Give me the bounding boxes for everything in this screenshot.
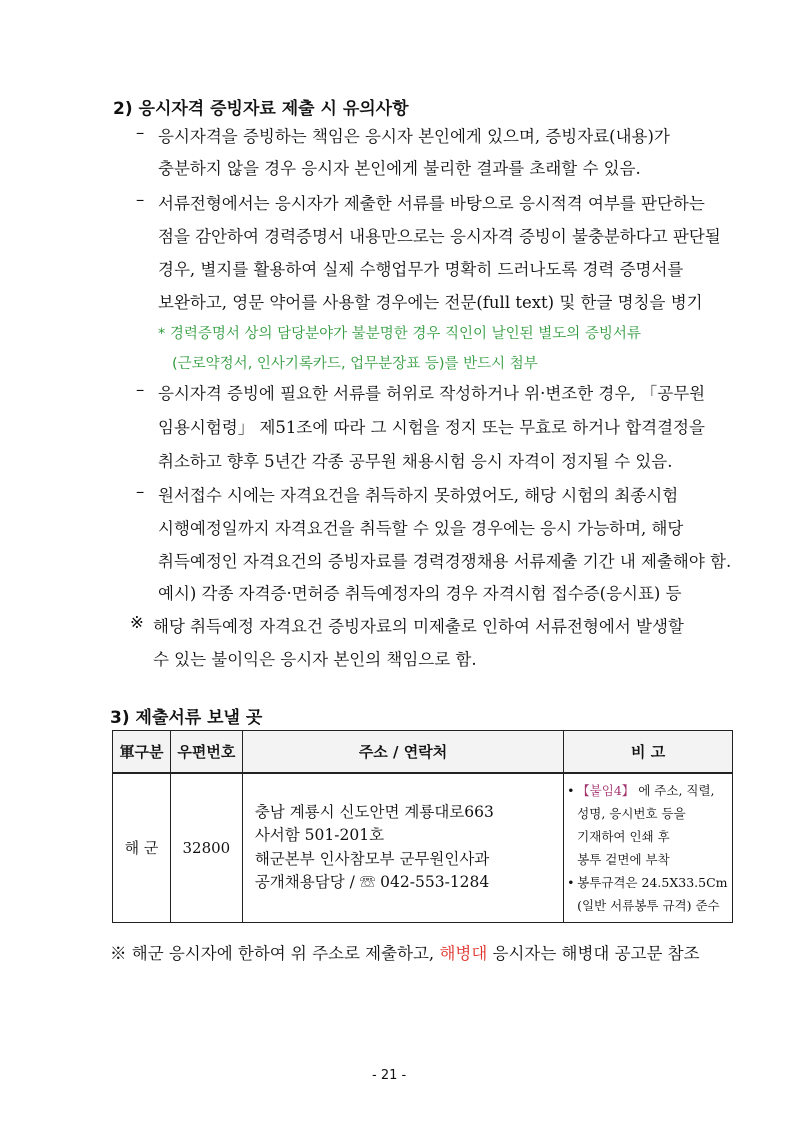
address-line-4: 공개채용담당 / ☏ 042-553-1284 xyxy=(254,873,490,892)
para-4-line-3: 취득예정인 자격요건의 증빙자료를 경력경쟁채용 서류제출 기간 내 제출해야 함. xyxy=(158,552,732,571)
para-2-line-3: 경우, 별지를 활용하여 실제 수행업무가 명확히 드러나도록 경력 증명서를 xyxy=(158,260,684,279)
green-note-line-2: (근로약정서, 인사기록카드, 업무분장표 등)를 반드시 첨부 xyxy=(172,356,538,372)
green-note-line-1: * 경력증명서 상의 담당분야가 불분명한 경우 직인이 날인된 별도의 증빙서류 xyxy=(158,326,641,342)
para-4-line-1: 원서접수 시에는 자격요건을 취득하지 못하였어도, 해당 시험의 최종시험 xyxy=(158,486,679,505)
cell-address xyxy=(242,773,563,923)
cell-branch: 해 군 xyxy=(113,773,171,923)
para-1-line-2: 충분하지 않을 경우 응시자 본인에게 불리한 결과를 초래할 수 있음. xyxy=(158,159,641,178)
header-branch: 軍구분 xyxy=(113,731,171,773)
submission-address-table xyxy=(112,730,733,923)
cell-note xyxy=(564,773,733,923)
note-2-line-1: 봉투규격은 24.5X33.5Cm xyxy=(577,874,728,890)
note-1-line-2: 성명, 응시번호 등을 xyxy=(577,805,686,821)
section-2-heading: 2) 응시자격 증빙자료 제출 시 유의사항 xyxy=(113,99,409,119)
para-2-line-1: 서류전형에서는 응시자가 제출한 서류를 바탕으로 응시적격 여부를 판단하는 xyxy=(158,194,705,213)
reference-mark: ※ xyxy=(130,613,144,632)
para-3-line-3: 취소하고 향후 5년간 각종 공무원 채용시험 응시 자격이 정지될 수 있음. xyxy=(158,452,673,471)
footer-marine-highlight: 해병대 xyxy=(439,944,488,963)
note-bullet: • xyxy=(567,874,575,890)
address-line-1: 충남 계룡시 신도안면 계룡대로663 xyxy=(254,802,494,821)
section-3-heading: 3) 제출서류 보낼 곳 xyxy=(110,708,263,728)
address-line-3: 해군본부 인사참모부 군무원인사과 xyxy=(254,849,490,868)
header-zip: 우편번호 xyxy=(170,731,242,773)
dash-marker: – xyxy=(136,482,145,501)
footer-text-after: 응시자는 해병대 공고문 참조 xyxy=(492,944,700,963)
para-2-line-2: 점을 감안하여 경력증명서 내용만으로는 응시자격 증빙이 불충분하다고 판단될 xyxy=(158,227,721,246)
para-4-line-4: 예시) 각종 자격증·면허증 취득예정자의 경우 자격시험 접수증(응시표) 등 xyxy=(158,584,682,603)
dash-marker: – xyxy=(136,123,145,142)
para-4-line-2: 시행예정일까지 자격요건을 취득할 수 있을 경우에는 응시 가능하며, 해당 xyxy=(158,519,684,538)
address-line-2: 사서함 501-201호 xyxy=(254,826,385,845)
dash-marker: – xyxy=(136,380,145,399)
header-note: 비 고 xyxy=(564,731,733,773)
note-1-line-1: 에 주소, 직렬, xyxy=(634,782,715,798)
note-2-line-2: (일반 서류봉투 규격) 준수 xyxy=(577,897,720,913)
para-5-line-2: 수 있는 불이익은 응시자 본인의 책임으로 함. xyxy=(153,650,477,669)
cell-zip: 32800 xyxy=(170,773,242,923)
table-row xyxy=(113,773,733,923)
attachment-tag: 【붙임4】 xyxy=(577,782,635,798)
para-1-line-1: 응시자격을 증빙하는 책임은 응시자 본인에게 있으며, 증빙자료(내용)가 xyxy=(158,127,670,146)
note-1-line-4: 봉투 겉면에 부착 xyxy=(577,851,670,867)
para-2-line-4: 보완하고, 영문 약어를 사용할 경우에는 전문(full text) 및 한글 명칭을 병기 xyxy=(158,293,703,312)
header-address: 주소 / 연락처 xyxy=(242,731,563,773)
note-1-line-3: 기재하여 인쇄 후 xyxy=(577,828,670,844)
footer-ref-mark: ※ xyxy=(110,944,127,963)
footer-note xyxy=(110,940,700,964)
table-header-row xyxy=(113,731,733,773)
footer-text-before: 해군 응시자에 한하여 위 주소로 제출하고, xyxy=(131,944,435,963)
para-3-line-1: 응시자격 증빙에 필요한 서류를 허위로 작성하거나 위·변조한 경우, 「공무원 xyxy=(158,384,706,403)
note-bullet: • xyxy=(567,782,575,798)
para-5-line-1: 해당 취득예정 자격요건 증빙자료의 미제출로 인하여 서류전형에서 발생할 xyxy=(153,617,684,636)
page-number: - 21 - xyxy=(372,1068,407,1083)
para-3-line-2: 임용시험령」 제51조에 따라 그 시험을 정지 또는 무효로 하거나 합격결정을 xyxy=(158,418,705,437)
dash-marker: – xyxy=(136,190,145,209)
